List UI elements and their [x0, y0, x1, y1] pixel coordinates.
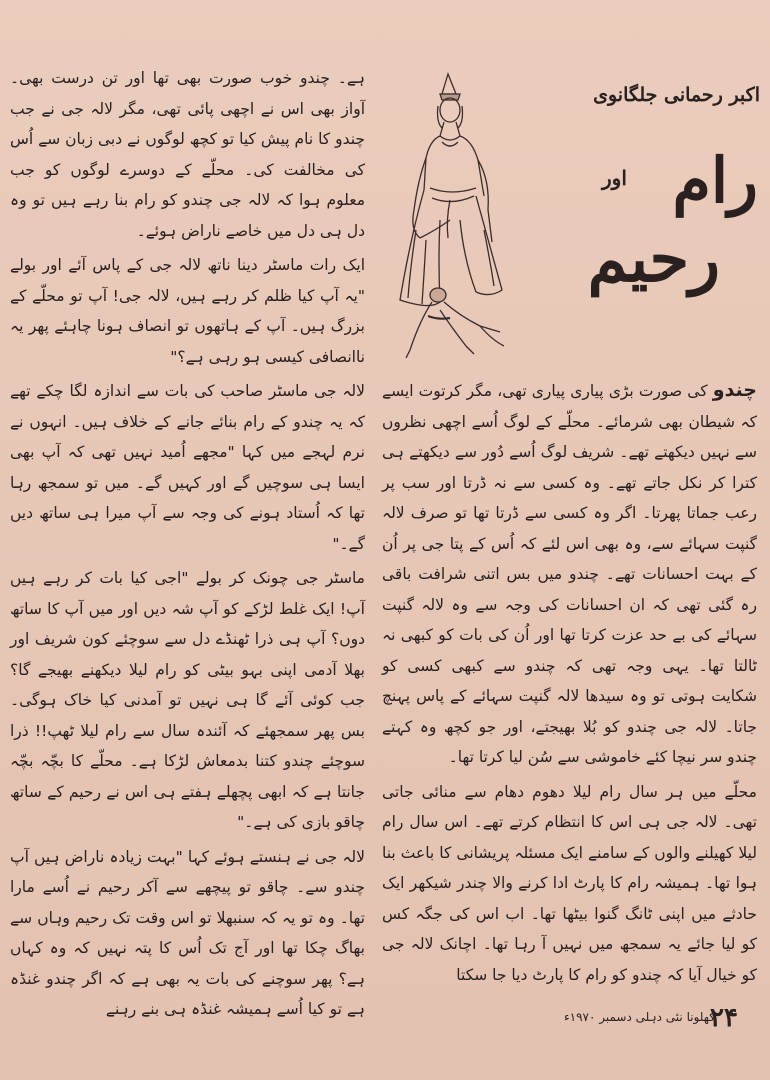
lead-word: چندو [712, 379, 757, 401]
right-paragraph-1 [382, 375, 757, 773]
title-rahim: رحیم [587, 222, 720, 297]
left-paragraph-5: لالہ جی نے ہنستے ہوئے کہا "بہت زیادہ ناراض ہیں آپ چندو سے۔ چاقو تو پیچھے سے آکر رحیم نے اُسے مارا تھا۔ وہ تو یہ کہ سنبھلا تو اس وقت تک رحیم وہاں سے بھاگ چکا تھا اور آج تک اُس کا پتہ نہیں کہ وہ کہاں ہے؟ پھر سوچنے کی بات یہ بھی ہے کہ اگر چندو غنڈہ ہے تو کیا اُسے ہمیشہ غنڈہ ہی بنے رہنے [10, 847, 365, 1018]
author-name: اکبر رحمانی جلگانوی [593, 84, 760, 106]
title-ram: رام [672, 144, 758, 217]
right-paragraph-1-text: کی صورت بڑی پیاری پیاری تھی، مگر کرتوت ایسے کہ شیطان بھی شرمائے۔ محلّے کے لوگ اُسے اچھی نظروں سے نہیں دیکھتے تھے۔ شریف لوگ اُسے دُور سے دیکھتے ہی کترا کر نکل جاتے تھے۔ وہ کسی سے نہ ڈرتا اور سب پر رعب جماتا پھرتا۔ اگر وہ کسی سے ڈرتا تھا تو صرف لالہ گنپت سہائے سے، وہ بھی اس لئے کہ اُس کے پتا جی پر اُن کے بہت احسانات تھے۔ چندو میں بس اتنی شرافت باقی رہ گئی تھی کہ ان احسانات کی وجہ سے وہ لالہ گنپت سہائے کی بے حد عزت کرتا تھا اور اُن کی بات کو کبھی نہ ٹالتا تھا۔ یہی وجہ تھی کہ چندو سے کبھی کسی کو شکایت ہوتی تو وہ سیدھا لالہ گنپت سہائے کے پاس پہنچ جاتا۔ لالہ جی چندو کو بُلا بھیجتے، اور جو کچھ وہ کہتے چندو سر نیچا کئے خاموشی سے سُن لیا کرتا تھا۔ [382, 382, 757, 766]
footer-line: کھلونا نئی دہلی دسمبر ۱۹۷۰ء [564, 1010, 715, 1024]
left-paragraph-1: ہے۔ چندو خوب صورت بھی تھا اور تن درست بھی۔ آواز بھی اس نے اچھی پائی تھی، مگر لالہ جی نے جب چندو کا نام پیش کیا تو کچھ لوگوں نے دبی زبان سے اُس کی مخالفت کی۔ محلّے کے دوسرے لوگوں کو جب معلوم ہوا کہ لالہ جی چندو کو رام بنا رہے ہیں تو وہ دل ہی دل میں خاصے ناراض ہوئے۔ [9, 69, 365, 240]
left-column [10, 63, 365, 1029]
right-column [382, 375, 757, 994]
left-paragraph-4: ماسٹر جی چونک کر بولے "اجی کیا بات کر رہے ہیں آپ! ایک غلط لڑکے کو آپ شہ دیں اور میں آپ کا ساتھ دوں؟ آپ ہی ذرا ٹھنڈے دل سے سوچئے کون شریف اور بھلا آدمی اپنی بہو بیٹی کو رام لیلا دیکھنے بھیجے گا؟ جب کوئی آئے گا ہی نہیں تو آمدنی کیا خاک ہوگی۔ بس پھر سمجھئے کہ آئندہ سال سے رام لیلا ٹھپ!! ذرا سوچئے چندو کتنا بدمعاش لڑکا ہے۔ محلّے کا بچّہ بچّہ جانتا ہے کہ ابھی پچھلے ہفتے ہی اس نے رحیم کے ساتھ چاقو بازی کی ہے۔" [10, 569, 365, 831]
left-paragraph-3: لالہ جی ماسٹر صاحب کی بات سے اندازہ لگا چکے تھے کہ یہ چندو کے رام بنائے جانے کے خلاف ہیں۔ انہوں نے نرم لہجے میں کہا "مجھے اُمید نہیں تھی کہ آپ بھی ایسا ہی سوچیں گے اور کہیں گے۔ میں تو سمجھ رہا تھا کہ اُستاد ہونے کی وجہ سے آپ میرا ہی ساتھ دیں گے۔" [10, 382, 365, 553]
right-paragraph-2: محلّے میں ہر سال رام لیلا دھوم دھام سے منائی جاتی تھی۔ لالہ جی ہی اس کا انتظام کرتے تھے۔ اس سال رام لیلا کھیلنے والوں کے سامنے ایک مسئلہ پریشانی کا باعث بنا ہوا تھا۔ ہمیشہ رام کا پارٹ ادا کرنے والا چندر شیکھر ایک حادثے میں اپنی ٹانگ گنوا بیٹھا تھا۔ اب اس کی جگہ کس کو لیا جائے یہ سمجھ میں نہیں آ رہا تھا۔ اچانک لالہ جی کو خیال آیا کہ چندو کو رام کا پارٹ دیا جا سکتا [382, 782, 757, 984]
story-title [525, 144, 760, 350]
title-aur: اور [602, 166, 627, 190]
ram-rahim-illustration [380, 70, 520, 360]
page-number: ۲۴ [710, 1003, 738, 1033]
left-paragraph-2: ایک رات ماسٹر دینا ناتھ لالہ جی کے پاس آئے اور بولے "یہ آپ کیا ظلم کر رہے ہیں، لالہ جی! آپ تو محلّے کے بزرگ ہیں۔ آپ کے ہاتھوں تو انصاف ہونا چاہئے پھر یہ ناانصافی کیسی ہو رہی ہے؟" [10, 256, 365, 366]
